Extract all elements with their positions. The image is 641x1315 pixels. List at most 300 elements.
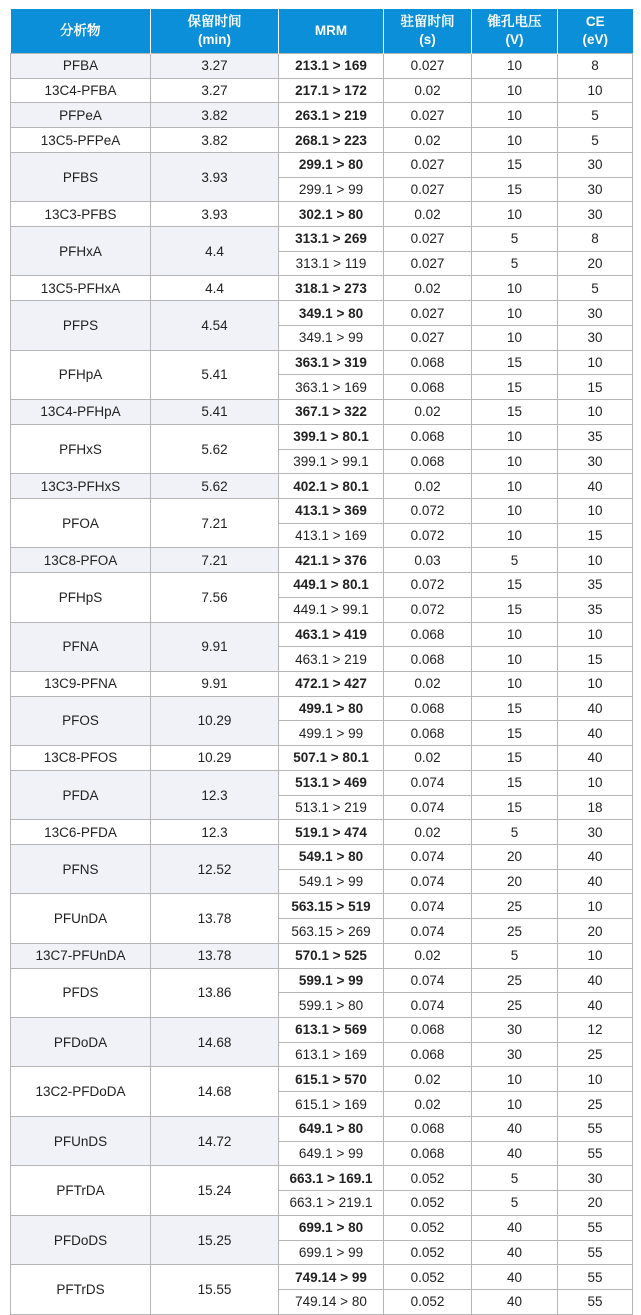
collision-energy-cell: 30 <box>558 325 633 350</box>
mrm-transition-cell: 499.1 > 80 <box>279 696 384 721</box>
cone-voltage-cell: 40 <box>472 1240 558 1265</box>
collision-energy-cell: 8 <box>558 54 633 79</box>
dwell-time-cell: 0.052 <box>384 1240 472 1265</box>
collision-energy-cell: 30 <box>558 301 633 326</box>
retention-time-cell: 13.86 <box>151 968 279 1017</box>
header-dwell-time-label: 驻留时间 <box>400 14 455 29</box>
collision-energy-cell: 35 <box>558 424 633 449</box>
dwell-time-cell: 0.052 <box>384 1191 472 1216</box>
header-dwell-time-unit: (s) <box>419 32 436 47</box>
mrm-transition-cell: 563.15 > 519 <box>279 894 384 919</box>
analyte-name-cell: PFBS <box>11 152 151 201</box>
retention-time-cell: 14.68 <box>151 1018 279 1067</box>
dwell-time-cell: 0.02 <box>384 943 472 968</box>
mrm-transition-cell: 663.1 > 219.1 <box>279 1191 384 1216</box>
collision-energy-cell: 35 <box>558 597 633 622</box>
retention-time-cell: 15.25 <box>151 1215 279 1264</box>
analyte-name-cell: PFNS <box>11 845 151 894</box>
mrm-transition-cell: 699.1 > 80 <box>279 1215 384 1240</box>
mrm-transition-cell: 649.1 > 80 <box>279 1116 384 1141</box>
analyte-name-cell: PFBA <box>11 54 151 79</box>
table-row <box>11 622 633 647</box>
dwell-time-cell: 0.074 <box>384 968 472 993</box>
collision-energy-cell: 10 <box>558 671 633 696</box>
collision-energy-cell: 55 <box>558 1116 633 1141</box>
analyte-name-cell: 13C6-PFDA <box>11 820 151 845</box>
cone-voltage-cell: 15 <box>472 795 558 820</box>
header-ce <box>558 9 633 54</box>
mrm-transition-cell: 513.1 > 469 <box>279 770 384 795</box>
collision-energy-cell: 25 <box>558 1092 633 1117</box>
mrm-transition-cell: 363.1 > 169 <box>279 375 384 400</box>
retention-time-cell: 9.91 <box>151 671 279 696</box>
retention-time-cell: 15.55 <box>151 1265 279 1314</box>
mrm-transition-cell: 213.1 > 169 <box>279 54 384 79</box>
cone-voltage-cell: 10 <box>472 523 558 548</box>
cone-voltage-cell: 40 <box>472 1265 558 1290</box>
dwell-time-cell: 0.052 <box>384 1166 472 1191</box>
table-row <box>11 573 633 598</box>
analyte-name-cell: 13C8-PFOA <box>11 548 151 573</box>
table-row <box>11 1265 633 1290</box>
collision-energy-cell: 30 <box>558 202 633 227</box>
table-row <box>11 350 633 375</box>
cone-voltage-cell: 5 <box>472 227 558 252</box>
cone-voltage-cell: 5 <box>472 1166 558 1191</box>
dwell-time-cell: 0.068 <box>384 375 472 400</box>
retention-time-cell: 14.68 <box>151 1067 279 1116</box>
table-row <box>11 152 633 177</box>
dwell-time-cell: 0.074 <box>384 919 472 944</box>
table-row <box>11 103 633 128</box>
mrm-transition-cell: 399.1 > 99.1 <box>279 449 384 474</box>
dwell-time-cell: 0.072 <box>384 597 472 622</box>
mrm-transition-cell: 615.1 > 169 <box>279 1092 384 1117</box>
cone-voltage-cell: 25 <box>472 919 558 944</box>
dwell-time-cell: 0.068 <box>384 696 472 721</box>
dwell-time-cell: 0.03 <box>384 548 472 573</box>
table-body <box>11 54 633 1315</box>
mrm-transition-cell: 449.1 > 99.1 <box>279 597 384 622</box>
header-cone-voltage-unit: (V) <box>505 32 524 47</box>
retention-time-cell: 3.27 <box>151 78 279 103</box>
dwell-time-cell: 0.027 <box>384 301 472 326</box>
collision-energy-cell: 18 <box>558 795 633 820</box>
header-ce-label: CE <box>585 14 605 29</box>
collision-energy-cell: 30 <box>558 177 633 202</box>
analyte-name-cell: 13C2-PFDoDA <box>11 1067 151 1116</box>
mrm-transition-cell: 367.1 > 322 <box>279 400 384 425</box>
cone-voltage-cell: 10 <box>472 449 558 474</box>
analyte-name-cell: PFHxS <box>11 424 151 473</box>
retention-time-cell: 12.3 <box>151 770 279 819</box>
table-row <box>11 276 633 301</box>
collision-energy-cell: 40 <box>558 696 633 721</box>
cone-voltage-cell: 10 <box>472 301 558 326</box>
cone-voltage-cell: 10 <box>472 671 558 696</box>
dwell-time-cell: 0.068 <box>384 647 472 672</box>
retention-time-cell: 9.91 <box>151 622 279 671</box>
table-row <box>11 820 633 845</box>
cone-voltage-cell: 10 <box>472 498 558 523</box>
mrm-transition-cell: 599.1 > 99 <box>279 968 384 993</box>
collision-energy-cell: 10 <box>558 770 633 795</box>
mrm-transition-cell: 268.1 > 223 <box>279 128 384 153</box>
table-row <box>11 301 633 326</box>
mrm-transition-cell: 519.1 > 474 <box>279 820 384 845</box>
cone-voltage-cell: 15 <box>472 400 558 425</box>
retention-time-cell: 4.54 <box>151 301 279 350</box>
table-row <box>11 227 633 252</box>
dwell-time-cell: 0.068 <box>384 622 472 647</box>
analyte-name-cell: PFOS <box>11 696 151 745</box>
collision-energy-cell: 10 <box>558 350 633 375</box>
dwell-time-cell: 0.074 <box>384 845 472 870</box>
retention-time-cell: 7.21 <box>151 548 279 573</box>
collision-energy-cell: 10 <box>558 1067 633 1092</box>
table-row <box>11 128 633 153</box>
dwell-time-cell: 0.052 <box>384 1215 472 1240</box>
analyte-name-cell: 13C5-PFHxA <box>11 276 151 301</box>
cone-voltage-cell: 10 <box>472 54 558 79</box>
retention-time-cell: 15.24 <box>151 1166 279 1215</box>
dwell-time-cell: 0.02 <box>384 400 472 425</box>
collision-energy-cell: 10 <box>558 548 633 573</box>
cone-voltage-cell: 25 <box>472 993 558 1018</box>
retention-time-cell: 3.93 <box>151 202 279 227</box>
cone-voltage-cell: 15 <box>472 770 558 795</box>
collision-energy-cell: 55 <box>558 1289 633 1314</box>
dwell-time-cell: 0.072 <box>384 498 472 523</box>
mrm-transition-cell: 507.1 > 80.1 <box>279 746 384 771</box>
cone-voltage-cell: 15 <box>472 696 558 721</box>
collision-energy-cell: 20 <box>558 251 633 276</box>
mrm-transition-cell: 472.1 > 427 <box>279 671 384 696</box>
dwell-time-cell: 0.02 <box>384 820 472 845</box>
analyte-name-cell: PFDoDA <box>11 1018 151 1067</box>
retention-time-cell: 5.62 <box>151 474 279 499</box>
header-retention-time-label: 保留时间 <box>187 14 242 29</box>
header-cone-voltage <box>472 9 558 54</box>
collision-energy-cell: 10 <box>558 622 633 647</box>
cone-voltage-cell: 30 <box>472 1018 558 1043</box>
table-row <box>11 202 633 227</box>
header-cone-voltage-label: 锥孔电压 <box>487 14 542 29</box>
retention-time-cell: 3.82 <box>151 128 279 153</box>
cone-voltage-cell: 10 <box>472 78 558 103</box>
cone-voltage-cell: 30 <box>472 1042 558 1067</box>
analyte-name-cell: PFPS <box>11 301 151 350</box>
header-retention-time-unit: (min) <box>198 32 231 47</box>
dwell-time-cell: 0.027 <box>384 251 472 276</box>
collision-energy-cell: 10 <box>558 498 633 523</box>
collision-energy-cell: 30 <box>558 1166 633 1191</box>
dwell-time-cell: 0.027 <box>384 177 472 202</box>
retention-time-cell: 10.29 <box>151 696 279 745</box>
mrm-transition-cell: 421.1 > 376 <box>279 548 384 573</box>
cone-voltage-cell: 10 <box>472 103 558 128</box>
header-analyte <box>11 9 151 54</box>
dwell-time-cell: 0.02 <box>384 1067 472 1092</box>
dwell-time-cell: 0.068 <box>384 350 472 375</box>
cone-voltage-cell: 15 <box>472 597 558 622</box>
cone-voltage-cell: 10 <box>472 202 558 227</box>
table-row <box>11 746 633 771</box>
retention-time-cell: 4.4 <box>151 276 279 301</box>
collision-energy-cell: 12 <box>558 1018 633 1043</box>
collision-energy-cell: 30 <box>558 152 633 177</box>
table-row <box>11 54 633 79</box>
dwell-time-cell: 0.074 <box>384 795 472 820</box>
collision-energy-cell: 25 <box>558 1042 633 1067</box>
retention-time-cell: 5.62 <box>151 424 279 473</box>
retention-time-cell: 7.21 <box>151 498 279 547</box>
collision-energy-cell: 30 <box>558 449 633 474</box>
dwell-time-cell: 0.052 <box>384 1265 472 1290</box>
mrm-transition-cell: 549.1 > 99 <box>279 869 384 894</box>
collision-energy-cell: 10 <box>558 400 633 425</box>
dwell-time-cell: 0.02 <box>384 671 472 696</box>
collision-energy-cell: 20 <box>558 919 633 944</box>
analyte-name-cell: 13C7-PFUnDA <box>11 943 151 968</box>
dwell-time-cell: 0.074 <box>384 869 472 894</box>
header-mrm <box>279 9 384 54</box>
collision-energy-cell: 20 <box>558 1191 633 1216</box>
dwell-time-cell: 0.027 <box>384 54 472 79</box>
mrm-transition-cell: 513.1 > 219 <box>279 795 384 820</box>
header-mrm-label: MRM <box>314 23 348 38</box>
analyte-name-cell: PFTrDS <box>11 1265 151 1314</box>
collision-energy-cell: 35 <box>558 573 633 598</box>
analyte-name-cell: 13C4-PFHpA <box>11 400 151 425</box>
dwell-time-cell: 0.02 <box>384 746 472 771</box>
mrm-transition-cell: 749.14 > 99 <box>279 1265 384 1290</box>
dwell-time-cell: 0.068 <box>384 1018 472 1043</box>
mrm-transition-cell: 313.1 > 269 <box>279 227 384 252</box>
cone-voltage-cell: 10 <box>472 325 558 350</box>
retention-time-cell: 13.78 <box>151 943 279 968</box>
dwell-time-cell: 0.02 <box>384 276 472 301</box>
collision-energy-cell: 55 <box>558 1265 633 1290</box>
cone-voltage-cell: 20 <box>472 845 558 870</box>
collision-energy-cell: 40 <box>558 869 633 894</box>
dwell-time-cell: 0.068 <box>384 721 472 746</box>
dwell-time-cell: 0.02 <box>384 202 472 227</box>
dwell-time-cell: 0.027 <box>384 227 472 252</box>
cone-voltage-cell: 40 <box>472 1289 558 1314</box>
retention-time-cell: 12.3 <box>151 820 279 845</box>
header-dwell-time <box>384 9 472 54</box>
cone-voltage-cell: 5 <box>472 1191 558 1216</box>
mrm-transition-cell: 363.1 > 319 <box>279 350 384 375</box>
retention-time-cell: 12.52 <box>151 845 279 894</box>
retention-time-cell: 7.56 <box>151 573 279 622</box>
dwell-time-cell: 0.068 <box>384 449 472 474</box>
dwell-time-cell: 0.072 <box>384 523 472 548</box>
mrm-transition-cell: 699.1 > 99 <box>279 1240 384 1265</box>
analyte-name-cell: PFDoDS <box>11 1215 151 1264</box>
dwell-time-cell: 0.02 <box>384 78 472 103</box>
mrm-transition-cell: 349.1 > 80 <box>279 301 384 326</box>
mrm-transition-cell: 549.1 > 80 <box>279 845 384 870</box>
dwell-time-cell: 0.068 <box>384 424 472 449</box>
collision-energy-cell: 55 <box>558 1240 633 1265</box>
dwell-time-cell: 0.027 <box>384 103 472 128</box>
analyte-name-cell: PFDA <box>11 770 151 819</box>
analyte-name-cell: 13C8-PFOS <box>11 746 151 771</box>
table-row <box>11 770 633 795</box>
mrm-transition-cell: 599.1 > 80 <box>279 993 384 1018</box>
collision-energy-cell: 55 <box>558 1141 633 1166</box>
table-row <box>11 1215 633 1240</box>
analyte-name-cell: PFHpA <box>11 350 151 399</box>
mrm-transition-cell: 399.1 > 80.1 <box>279 424 384 449</box>
collision-energy-cell: 40 <box>558 746 633 771</box>
cone-voltage-cell: 10 <box>472 1067 558 1092</box>
collision-energy-cell: 10 <box>558 894 633 919</box>
mrm-transition-cell: 499.1 > 99 <box>279 721 384 746</box>
retention-time-cell: 14.72 <box>151 1116 279 1165</box>
collision-energy-cell: 15 <box>558 375 633 400</box>
cone-voltage-cell: 15 <box>472 152 558 177</box>
mrm-parameters-table <box>10 9 633 1315</box>
dwell-time-cell: 0.02 <box>384 474 472 499</box>
cone-voltage-cell: 40 <box>472 1116 558 1141</box>
collision-energy-cell: 40 <box>558 845 633 870</box>
cone-voltage-cell: 10 <box>472 474 558 499</box>
analyte-name-cell: 13C9-PFNA <box>11 671 151 696</box>
mrm-transition-cell: 302.1 > 80 <box>279 202 384 227</box>
analyte-name-cell: PFUnDS <box>11 1116 151 1165</box>
mrm-transition-cell: 649.1 > 99 <box>279 1141 384 1166</box>
table-row <box>11 696 633 721</box>
dwell-time-cell: 0.074 <box>384 770 472 795</box>
analyte-name-cell: 13C5-PFPeA <box>11 128 151 153</box>
collision-energy-cell: 40 <box>558 968 633 993</box>
collision-energy-cell: 5 <box>558 276 633 301</box>
collision-energy-cell: 40 <box>558 993 633 1018</box>
retention-time-cell: 3.93 <box>151 152 279 201</box>
cone-voltage-cell: 5 <box>472 820 558 845</box>
mrm-transition-cell: 263.1 > 219 <box>279 103 384 128</box>
cone-voltage-cell: 10 <box>472 622 558 647</box>
collision-energy-cell: 5 <box>558 103 633 128</box>
cone-voltage-cell: 40 <box>472 1141 558 1166</box>
table-row <box>11 474 633 499</box>
mrm-transition-cell: 613.1 > 169 <box>279 1042 384 1067</box>
mrm-transition-cell: 613.1 > 569 <box>279 1018 384 1043</box>
cone-voltage-cell: 15 <box>472 177 558 202</box>
mrm-transition-cell: 449.1 > 80.1 <box>279 573 384 598</box>
retention-time-cell: 4.4 <box>151 227 279 276</box>
dwell-time-cell: 0.074 <box>384 993 472 1018</box>
mrm-transition-cell: 402.1 > 80.1 <box>279 474 384 499</box>
retention-time-cell: 10.29 <box>151 746 279 771</box>
analyte-name-cell: PFPeA <box>11 103 151 128</box>
collision-energy-cell: 15 <box>558 523 633 548</box>
collision-energy-cell: 15 <box>558 647 633 672</box>
cone-voltage-cell: 25 <box>472 894 558 919</box>
cone-voltage-cell: 5 <box>472 943 558 968</box>
mrm-transition-cell: 563.15 > 269 <box>279 919 384 944</box>
collision-energy-cell: 5 <box>558 128 633 153</box>
retention-time-cell: 3.27 <box>151 54 279 79</box>
header-row <box>11 9 633 54</box>
analyte-name-cell: PFHpS <box>11 573 151 622</box>
mrm-transition-cell: 217.1 > 172 <box>279 78 384 103</box>
table-row <box>11 548 633 573</box>
table-row <box>11 424 633 449</box>
table-row <box>11 400 633 425</box>
header-retention-time <box>151 9 279 54</box>
dwell-time-cell: 0.068 <box>384 1141 472 1166</box>
cone-voltage-cell: 10 <box>472 276 558 301</box>
cone-voltage-cell: 5 <box>472 548 558 573</box>
cone-voltage-cell: 15 <box>472 746 558 771</box>
mrm-transition-cell: 413.1 > 369 <box>279 498 384 523</box>
dwell-time-cell: 0.027 <box>384 325 472 350</box>
table-row <box>11 671 633 696</box>
cone-voltage-cell: 15 <box>472 721 558 746</box>
analyte-name-cell: PFOA <box>11 498 151 547</box>
table-row <box>11 1067 633 1092</box>
dwell-time-cell: 0.068 <box>384 1116 472 1141</box>
analyte-name-cell: PFUnDA <box>11 894 151 943</box>
mrm-transition-cell: 663.1 > 169.1 <box>279 1166 384 1191</box>
collision-energy-cell: 8 <box>558 227 633 252</box>
dwell-time-cell: 0.074 <box>384 894 472 919</box>
cone-voltage-cell: 10 <box>472 424 558 449</box>
table-row <box>11 943 633 968</box>
cone-voltage-cell: 5 <box>472 251 558 276</box>
cone-voltage-cell: 25 <box>472 968 558 993</box>
mrm-transition-cell: 463.1 > 419 <box>279 622 384 647</box>
retention-time-cell: 13.78 <box>151 894 279 943</box>
cone-voltage-cell: 15 <box>472 350 558 375</box>
collision-energy-cell: 30 <box>558 820 633 845</box>
analyte-name-cell: 13C3-PFHxS <box>11 474 151 499</box>
collision-energy-cell: 55 <box>558 1215 633 1240</box>
analyte-name-cell: PFNA <box>11 622 151 671</box>
header-analyte-label: 分析物 <box>60 23 101 38</box>
table-row <box>11 845 633 870</box>
dwell-time-cell: 0.02 <box>384 128 472 153</box>
mrm-transition-cell: 413.1 > 169 <box>279 523 384 548</box>
dwell-time-cell: 0.027 <box>384 152 472 177</box>
mrm-transition-cell: 570.1 > 525 <box>279 943 384 968</box>
cone-voltage-cell: 10 <box>472 128 558 153</box>
cone-voltage-cell: 40 <box>472 1215 558 1240</box>
mrm-transition-cell: 318.1 > 273 <box>279 276 384 301</box>
table-row <box>11 1018 633 1043</box>
mrm-transition-cell: 299.1 > 99 <box>279 177 384 202</box>
collision-energy-cell: 40 <box>558 474 633 499</box>
table-row <box>11 498 633 523</box>
collision-energy-cell: 10 <box>558 943 633 968</box>
collision-energy-cell: 10 <box>558 78 633 103</box>
mrm-transition-cell: 463.1 > 219 <box>279 647 384 672</box>
mrm-transition-cell: 349.1 > 99 <box>279 325 384 350</box>
table-header <box>11 9 633 54</box>
table-row <box>11 1116 633 1141</box>
dwell-time-cell: 0.068 <box>384 1042 472 1067</box>
retention-time-cell: 5.41 <box>151 350 279 399</box>
analyte-name-cell: PFTrDA <box>11 1166 151 1215</box>
dwell-time-cell: 0.02 <box>384 1092 472 1117</box>
table-row <box>11 894 633 919</box>
mrm-transition-cell: 313.1 > 119 <box>279 251 384 276</box>
table-row <box>11 1166 633 1191</box>
